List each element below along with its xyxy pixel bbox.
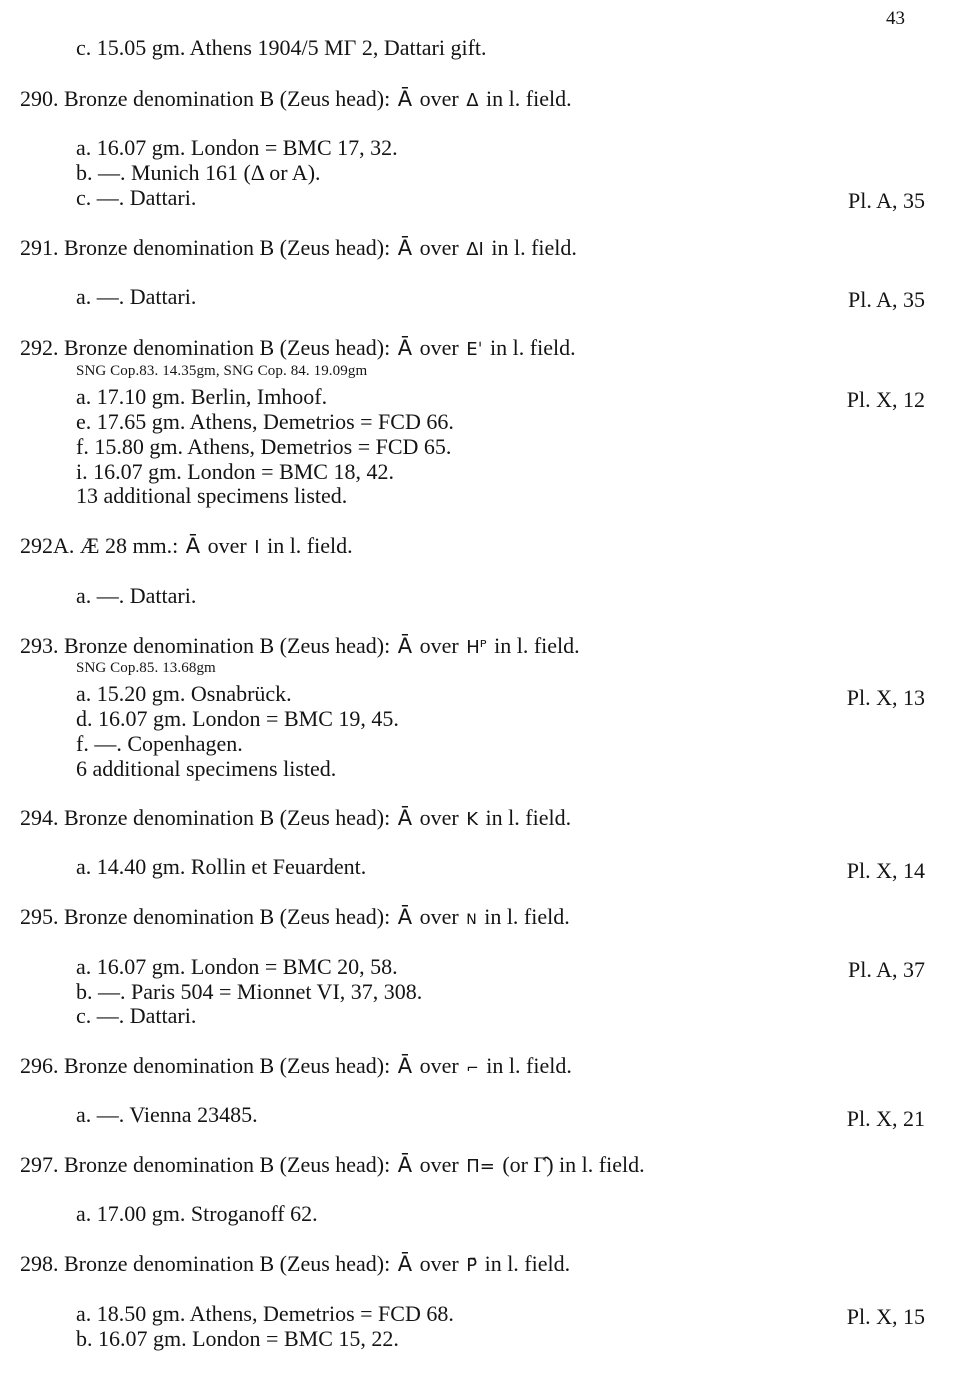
heading-over: over — [419, 1053, 459, 1078]
monogram-a-icon: Ā — [397, 1252, 413, 1276]
heading-prefix: 297. Bronze denomination B (Zeus head): — [20, 1152, 391, 1177]
monogram-e-icon: Eˈ — [466, 339, 483, 360]
entry-heading-292 — [20, 336, 576, 362]
heading-prefix: 298. Bronze denomination B (Zeus head): — [20, 1251, 391, 1276]
entry-line-294a: a. 14.40 gm. Rollin et Feuardent. — [76, 854, 367, 879]
heading-over: over — [419, 904, 459, 929]
plate-ref: Pl. X, 15 — [846, 1304, 925, 1329]
heading-suffix: in l. field. — [485, 805, 572, 830]
entry-heading-295 — [20, 905, 570, 932]
entry-line-292a: a. 17.10 gm. Berlin, Imhoof. — [76, 384, 328, 409]
entry-line-289c: c. 15.05 gm. Athens 1904/5 ΜΓ 2, Dattari gift. — [76, 35, 487, 60]
page-number: 43 — [886, 8, 905, 29]
monogram-a-icon: Ā — [397, 87, 413, 111]
monogram-a-icon: Ā — [397, 905, 413, 929]
monogram-a-icon: Ā — [397, 634, 413, 658]
monogram-a-icon: Ā — [397, 236, 413, 260]
entry-line-296a: a. —. Vienna 23485. — [76, 1102, 258, 1127]
heading-prefix: 296. Bronze denomination B (Zeus head): — [20, 1053, 391, 1078]
additional-specimens: 13 additional specimens listed. — [76, 483, 348, 508]
monogram-a-icon: Ā — [397, 806, 413, 830]
entry-line-290b: b. —. Munich 161 (Δ or A). — [76, 160, 321, 185]
plate-ref: Pl. A, 35 — [847, 287, 925, 312]
heading-suffix: in l. field. — [486, 86, 572, 111]
heading-prefix: 290. Bronze denomination B (Zeus head): — [20, 86, 391, 111]
heading-over: over — [419, 335, 459, 360]
plate-ref: Pl. X, 21 — [846, 1106, 925, 1131]
entry-line-298b: b. 16.07 gm. London = BMC 15, 22. — [76, 1326, 399, 1351]
monogram-delta-iota-icon: ΔΙ — [466, 239, 484, 260]
monogram-n-icon: Ν — [466, 912, 477, 928]
monogram-a-icon: Ā — [397, 1153, 413, 1177]
entry-heading-296 — [20, 1054, 572, 1080]
additional-specimens: 6 additional specimens listed. — [76, 756, 337, 781]
entry-line-292f: f. 15.80 gm. Athens, Demetrios = FCD 65. — [76, 434, 452, 459]
entry-line-290c: c. —. Dattari. — [76, 185, 197, 210]
heading-suffix: in l. field. — [490, 335, 576, 360]
entry-line-295a: a. 16.07 gm. London = BMC 20, 58. — [76, 954, 398, 979]
heading-suffix: in l. field. — [484, 1251, 571, 1276]
entry-heading-292A — [20, 534, 353, 560]
heading-over: over — [419, 235, 459, 260]
heading-prefix: 295. Bronze denomination B (Zeus head): — [20, 904, 391, 929]
entry-heading-290 — [20, 87, 572, 113]
heading-over: over — [207, 533, 247, 558]
entry-line-293d: d. 16.07 gm. London = BMC 19, 45. — [76, 706, 399, 731]
plate-ref: Pl. X, 14 — [846, 858, 925, 883]
entry-line-291a: a. —. Dattari. — [76, 284, 197, 309]
monogram-hook-icon: ⌐ — [466, 1059, 479, 1077]
entry-line-295b: b. —. Paris 504 = Mionnet VI, 37, 308. — [76, 979, 423, 1004]
monogram-delta-icon: Δ — [466, 90, 479, 111]
monogram-k-icon: Κ — [466, 809, 479, 830]
entry-line-292i: i. 16.07 gm. London = BMC 18, 42. — [76, 459, 394, 484]
sng-reference: SNG Cop.83. 14.35gm, SNG Cop. 84. 19.09gm — [76, 363, 368, 379]
entry-line-290a: a. 16.07 gm. London = BMC 17, 32. — [76, 135, 398, 160]
heading-prefix: 292. Bronze denomination B (Zeus head): — [20, 335, 391, 360]
heading-suffix: (or Γ̂) in l. field. — [502, 1152, 645, 1177]
plate-ref: Pl. A, 35 — [847, 188, 925, 213]
plate-ref: Pl. X, 13 — [846, 685, 925, 710]
heading-suffix: in l. field. — [494, 633, 580, 658]
entry-line-293a: a. 15.20 gm. Osnabrück. — [76, 681, 292, 706]
heading-suffix: in l. field. — [267, 533, 353, 558]
heading-prefix: 292A. Æ 28 mm.: — [20, 533, 179, 558]
monogram-iota-icon: Ι — [254, 537, 260, 558]
heading-suffix: in l. field. — [486, 1053, 572, 1078]
monogram-hp-icon: Ηᴾ — [466, 637, 487, 658]
entry-heading-294 — [20, 806, 571, 832]
heading-over: over — [419, 805, 459, 830]
heading-over: over — [419, 1152, 459, 1177]
entry-heading-297 — [20, 1153, 645, 1179]
heading-suffix: in l. field. — [484, 904, 570, 929]
monogram-a-icon: Ā — [397, 1054, 413, 1078]
entry-line-292Aa: a. —. Dattari. — [76, 583, 197, 608]
heading-prefix: 291. Bronze denomination B (Zeus head): — [20, 235, 391, 260]
entry-heading-293 — [20, 634, 580, 660]
entry-line-293f: f. —. Copenhagen. — [76, 731, 243, 756]
heading-prefix: 294. Bronze denomination B (Zeus head): — [20, 805, 391, 830]
heading-prefix: 293. Bronze denomination B (Zeus head): — [20, 633, 391, 658]
heading-over: over — [419, 633, 459, 658]
entry-heading-298 — [20, 1252, 570, 1278]
heading-over: over — [419, 86, 459, 111]
monogram-pi-icon: Π= — [466, 1156, 495, 1177]
monogram-a-icon: Ā — [397, 336, 413, 360]
plate-ref: Pl. A, 37 — [847, 957, 925, 982]
monogram-ra-icon: Ρ̄ — [466, 1255, 478, 1276]
sng-reference: SNG Cop.85. 13.68gm — [76, 660, 216, 676]
entry-heading-291 — [20, 236, 577, 262]
entry-line-292e: e. 17.65 gm. Athens, Demetrios = FCD 66. — [76, 409, 454, 434]
entry-line-297a: a. 17.00 gm. Stroganoff 62. — [76, 1201, 318, 1226]
entry-line-295c: c. —. Dattari. — [76, 1003, 197, 1028]
heading-over: over — [419, 1251, 459, 1276]
entry-line-298a: a. 18.50 gm. Athens, Demetrios = FCD 68. — [76, 1301, 454, 1326]
monogram-a-icon: Ā — [185, 534, 201, 558]
heading-suffix: in l. field. — [491, 235, 577, 260]
plate-ref: Pl. X, 12 — [846, 387, 925, 412]
